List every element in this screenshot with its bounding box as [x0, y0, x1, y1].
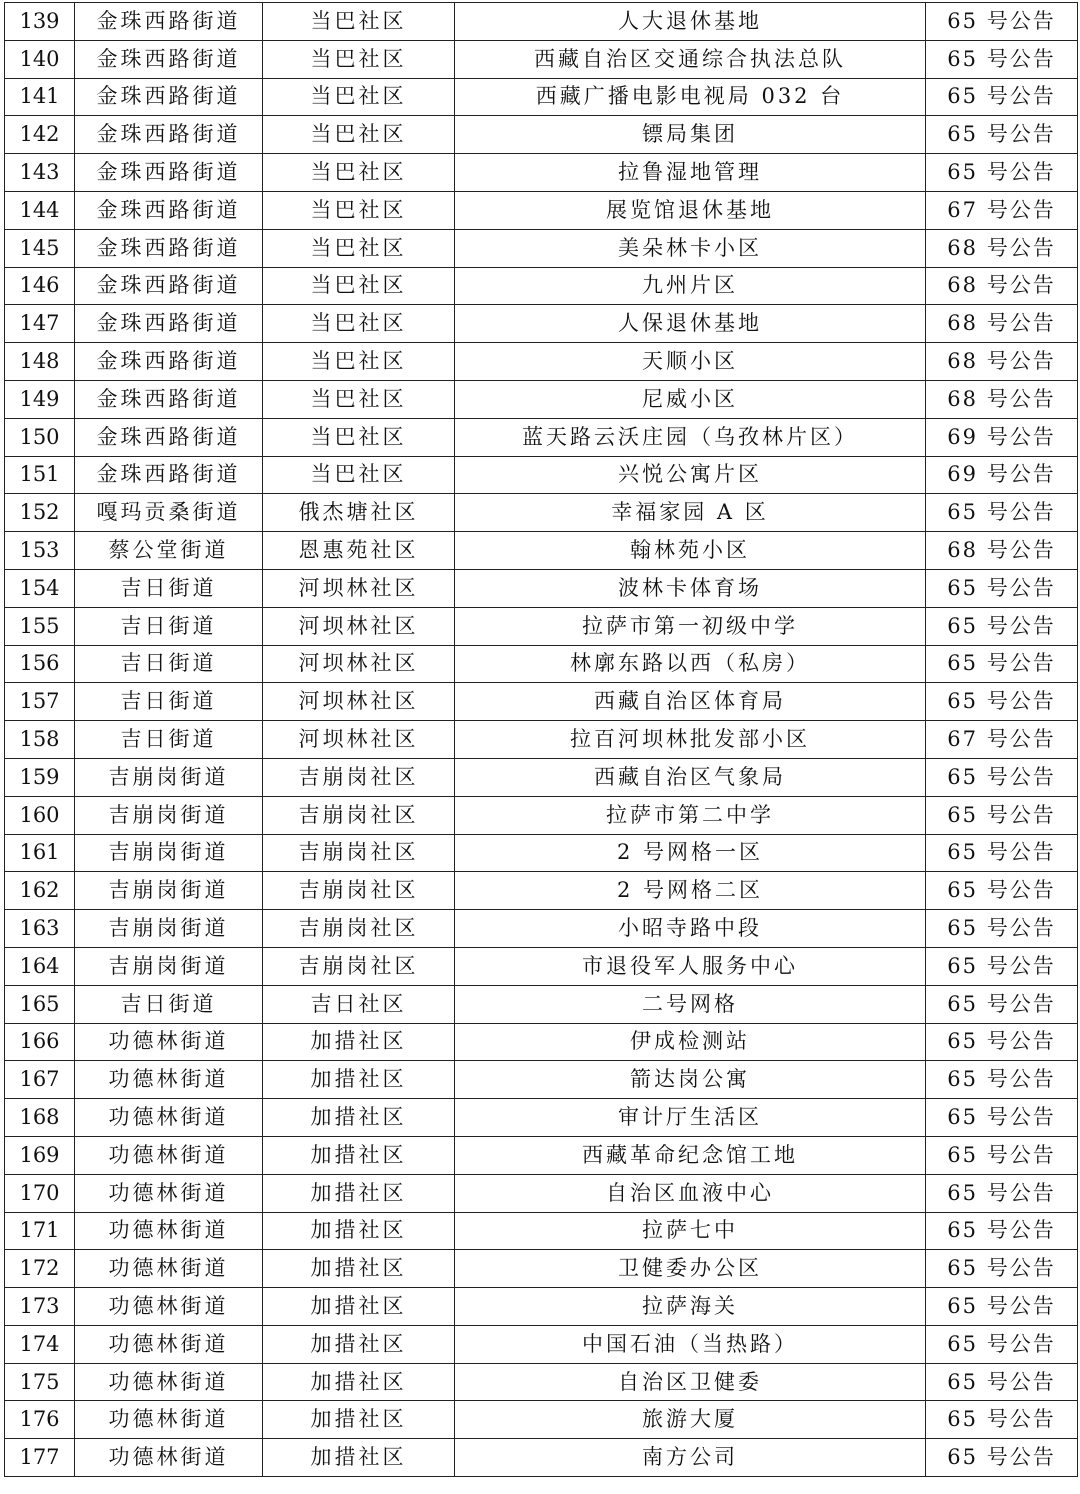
- location-cell: 幸福家园 A 区: [455, 494, 926, 532]
- row-number-cell: 140: [5, 40, 75, 78]
- row-number-cell: 165: [5, 985, 75, 1023]
- table-row: [5, 494, 1078, 532]
- location-cell: 拉鲁湿地管理: [455, 154, 926, 192]
- street-cell: 吉日街道: [75, 683, 263, 721]
- location-cell: 拉百河坝林批发部小区: [455, 721, 926, 759]
- row-number-cell: 139: [5, 3, 75, 41]
- row-number-cell: 175: [5, 1363, 75, 1401]
- location-cell: 林廓东路以西（私房）: [455, 645, 926, 683]
- table-row: [5, 947, 1078, 985]
- community-cell: 当巴社区: [263, 305, 455, 343]
- community-cell: 河坝林社区: [263, 645, 455, 683]
- row-number-cell: 169: [5, 1136, 75, 1174]
- table-row: [5, 910, 1078, 948]
- location-cell: 自治区卫健委: [455, 1363, 926, 1401]
- community-cell: 当巴社区: [263, 229, 455, 267]
- community-cell: 加措社区: [263, 1288, 455, 1326]
- community-cell: 当巴社区: [263, 3, 455, 41]
- row-number-cell: 163: [5, 910, 75, 948]
- table-row: [5, 872, 1078, 910]
- notice-cell: 65 号公告: [926, 947, 1078, 985]
- table-row: [5, 40, 1078, 78]
- street-cell: 金珠西路街道: [75, 3, 263, 41]
- street-cell: 吉崩岗街道: [75, 947, 263, 985]
- location-cell: 卫健委办公区: [455, 1250, 926, 1288]
- street-cell: 功德林街道: [75, 1136, 263, 1174]
- location-cell: 伊成检测站: [455, 1023, 926, 1061]
- notice-cell: 65 号公告: [926, 1325, 1078, 1363]
- location-cell: 二号网格: [455, 985, 926, 1023]
- table-body: [5, 3, 1078, 1477]
- table-row: [5, 191, 1078, 229]
- notice-cell: 68 号公告: [926, 305, 1078, 343]
- row-number-cell: 144: [5, 191, 75, 229]
- table-row: [5, 305, 1078, 343]
- street-cell: 吉崩岗街道: [75, 758, 263, 796]
- notice-cell: 69 号公告: [926, 418, 1078, 456]
- notice-cell: 65 号公告: [926, 1061, 1078, 1099]
- street-cell: 功德林街道: [75, 1288, 263, 1326]
- row-number-cell: 177: [5, 1439, 75, 1477]
- community-cell: 加措社区: [263, 1174, 455, 1212]
- row-number-cell: 142: [5, 116, 75, 154]
- row-number-cell: 147: [5, 305, 75, 343]
- location-cell: 人保退休基地: [455, 305, 926, 343]
- table-row: [5, 1439, 1078, 1477]
- street-cell: 金珠西路街道: [75, 229, 263, 267]
- community-cell: 吉崩岗社区: [263, 947, 455, 985]
- community-cell: 当巴社区: [263, 267, 455, 305]
- row-number-cell: 143: [5, 154, 75, 192]
- notice-cell: 65 号公告: [926, 1439, 1078, 1477]
- notice-cell: 65 号公告: [926, 1099, 1078, 1137]
- notice-cell: 65 号公告: [926, 1136, 1078, 1174]
- table-row: [5, 343, 1078, 381]
- notice-cell: 65 号公告: [926, 1401, 1078, 1439]
- row-number-cell: 148: [5, 343, 75, 381]
- community-cell: 当巴社区: [263, 78, 455, 116]
- community-cell: 河坝林社区: [263, 721, 455, 759]
- location-cell: 波林卡体育场: [455, 569, 926, 607]
- notice-cell: 68 号公告: [926, 267, 1078, 305]
- row-number-cell: 156: [5, 645, 75, 683]
- row-number-cell: 145: [5, 229, 75, 267]
- row-number-cell: 161: [5, 834, 75, 872]
- row-number-cell: 155: [5, 607, 75, 645]
- row-number-cell: 157: [5, 683, 75, 721]
- community-cell: 吉崩岗社区: [263, 796, 455, 834]
- location-cell: 2 号网格一区: [455, 834, 926, 872]
- location-cell: 拉萨七中: [455, 1212, 926, 1250]
- notice-cell: 65 号公告: [926, 3, 1078, 41]
- table-row: [5, 1061, 1078, 1099]
- notice-cell: 65 号公告: [926, 1212, 1078, 1250]
- street-cell: 吉日街道: [75, 985, 263, 1023]
- notice-cell: 65 号公告: [926, 1023, 1078, 1061]
- table-row: [5, 1023, 1078, 1061]
- street-cell: 吉崩岗街道: [75, 910, 263, 948]
- community-cell: 吉日社区: [263, 985, 455, 1023]
- community-cell: 河坝林社区: [263, 607, 455, 645]
- street-cell: 功德林街道: [75, 1061, 263, 1099]
- community-cell: 加措社区: [263, 1212, 455, 1250]
- row-number-cell: 151: [5, 456, 75, 494]
- street-cell: 功德林街道: [75, 1212, 263, 1250]
- street-cell: 吉日街道: [75, 645, 263, 683]
- table-row: [5, 78, 1078, 116]
- row-number-cell: 150: [5, 418, 75, 456]
- street-cell: 功德林街道: [75, 1439, 263, 1477]
- location-cell: 兴悦公寓片区: [455, 456, 926, 494]
- location-cell: 西藏自治区交通综合执法总队: [455, 40, 926, 78]
- table-row: [5, 1288, 1078, 1326]
- community-cell: 河坝林社区: [263, 683, 455, 721]
- location-cell: 2 号网格二区: [455, 872, 926, 910]
- row-number-cell: 173: [5, 1288, 75, 1326]
- street-cell: 吉崩岗街道: [75, 796, 263, 834]
- row-number-cell: 170: [5, 1174, 75, 1212]
- location-cell: 自治区血液中心: [455, 1174, 926, 1212]
- table-row: [5, 456, 1078, 494]
- table-row: [5, 3, 1078, 41]
- location-cell: 蓝天路云沃庄园（乌孜林片区）: [455, 418, 926, 456]
- community-cell: 俄杰塘社区: [263, 494, 455, 532]
- location-cell: 人大退休基地: [455, 3, 926, 41]
- table-row: [5, 569, 1078, 607]
- street-cell: 金珠西路街道: [75, 116, 263, 154]
- street-cell: 金珠西路街道: [75, 343, 263, 381]
- notice-cell: 65 号公告: [926, 78, 1078, 116]
- table-row: [5, 1136, 1078, 1174]
- row-number-cell: 160: [5, 796, 75, 834]
- location-cell: 拉萨海关: [455, 1288, 926, 1326]
- notice-cell: 65 号公告: [926, 758, 1078, 796]
- street-cell: 吉日街道: [75, 607, 263, 645]
- location-cell: 旅游大厦: [455, 1401, 926, 1439]
- notice-cell: 65 号公告: [926, 569, 1078, 607]
- community-cell: 当巴社区: [263, 191, 455, 229]
- table-row: [5, 532, 1078, 570]
- location-cell: 小昭寺路中段: [455, 910, 926, 948]
- community-cell: 吉崩岗社区: [263, 910, 455, 948]
- street-cell: 功德林街道: [75, 1174, 263, 1212]
- street-cell: 金珠西路街道: [75, 78, 263, 116]
- street-cell: 金珠西路街道: [75, 418, 263, 456]
- notice-cell: 65 号公告: [926, 1288, 1078, 1326]
- notice-cell: 65 号公告: [926, 645, 1078, 683]
- community-cell: 吉崩岗社区: [263, 872, 455, 910]
- notice-cell: 65 号公告: [926, 494, 1078, 532]
- street-cell: 嘎玛贡桑街道: [75, 494, 263, 532]
- street-cell: 金珠西路街道: [75, 456, 263, 494]
- location-cell: 美朵林卡小区: [455, 229, 926, 267]
- location-cell: 天顺小区: [455, 343, 926, 381]
- notice-cell: 65 号公告: [926, 796, 1078, 834]
- street-cell: 金珠西路街道: [75, 191, 263, 229]
- table-row: [5, 607, 1078, 645]
- community-cell: 恩惠苑社区: [263, 532, 455, 570]
- table-row: [5, 380, 1078, 418]
- table-row: [5, 645, 1078, 683]
- table-row: [5, 116, 1078, 154]
- notice-cell: 67 号公告: [926, 721, 1078, 759]
- street-cell: 功德林街道: [75, 1099, 263, 1137]
- table-row: [5, 985, 1078, 1023]
- row-number-cell: 162: [5, 872, 75, 910]
- location-cell: 展览馆退休基地: [455, 191, 926, 229]
- street-cell: 功德林街道: [75, 1401, 263, 1439]
- row-number-cell: 171: [5, 1212, 75, 1250]
- street-cell: 金珠西路街道: [75, 305, 263, 343]
- street-cell: 功德林街道: [75, 1250, 263, 1288]
- community-cell: 当巴社区: [263, 456, 455, 494]
- notice-cell: 65 号公告: [926, 872, 1078, 910]
- table-row: [5, 1401, 1078, 1439]
- location-cell: 箭达岗公寓: [455, 1061, 926, 1099]
- notice-cell: 65 号公告: [926, 1250, 1078, 1288]
- location-cell: 拉萨市第一初级中学: [455, 607, 926, 645]
- table-row: [5, 267, 1078, 305]
- community-cell: 当巴社区: [263, 154, 455, 192]
- table-row: [5, 683, 1078, 721]
- community-cell: 吉崩岗社区: [263, 834, 455, 872]
- street-cell: 吉日街道: [75, 721, 263, 759]
- row-number-cell: 167: [5, 1061, 75, 1099]
- community-cell: 当巴社区: [263, 380, 455, 418]
- community-cell: 当巴社区: [263, 116, 455, 154]
- row-number-cell: 158: [5, 721, 75, 759]
- row-number-cell: 159: [5, 758, 75, 796]
- notice-cell: 65 号公告: [926, 1174, 1078, 1212]
- row-number-cell: 164: [5, 947, 75, 985]
- community-cell: 加措社区: [263, 1401, 455, 1439]
- notice-cell: 65 号公告: [926, 683, 1078, 721]
- table-row: [5, 1363, 1078, 1401]
- community-cell: 加措社区: [263, 1136, 455, 1174]
- notice-cell: 68 号公告: [926, 343, 1078, 381]
- street-cell: 吉崩岗街道: [75, 834, 263, 872]
- table-row: [5, 1250, 1078, 1288]
- notice-cell: 65 号公告: [926, 116, 1078, 154]
- location-cell: 审计厅生活区: [455, 1099, 926, 1137]
- community-cell: 加措社区: [263, 1099, 455, 1137]
- table-row: [5, 721, 1078, 759]
- location-cell: 尼威小区: [455, 380, 926, 418]
- table-row: [5, 758, 1078, 796]
- community-cell: 加措社区: [263, 1250, 455, 1288]
- notice-cell: 67 号公告: [926, 191, 1078, 229]
- notice-cell: 65 号公告: [926, 40, 1078, 78]
- table-row: [5, 418, 1078, 456]
- table-row: [5, 1212, 1078, 1250]
- street-cell: 功德林街道: [75, 1363, 263, 1401]
- notice-cell: 65 号公告: [926, 834, 1078, 872]
- row-number-cell: 168: [5, 1099, 75, 1137]
- location-cell: 西藏广播电影电视局 032 台: [455, 78, 926, 116]
- notice-cell: 65 号公告: [926, 154, 1078, 192]
- street-cell: 蔡公堂街道: [75, 532, 263, 570]
- street-cell: 金珠西路街道: [75, 154, 263, 192]
- street-cell: 金珠西路街道: [75, 267, 263, 305]
- notice-cell: 65 号公告: [926, 985, 1078, 1023]
- community-cell: 当巴社区: [263, 40, 455, 78]
- table-row: [5, 1174, 1078, 1212]
- community-cell: 加措社区: [263, 1023, 455, 1061]
- row-number-cell: 152: [5, 494, 75, 532]
- table-row: [5, 154, 1078, 192]
- street-cell: 金珠西路街道: [75, 380, 263, 418]
- row-number-cell: 141: [5, 78, 75, 116]
- location-cell: 中国石油（当热路）: [455, 1325, 926, 1363]
- community-cell: 当巴社区: [263, 343, 455, 381]
- location-cell: 九州片区: [455, 267, 926, 305]
- location-cell: 镖局集团: [455, 116, 926, 154]
- notice-cell: 65 号公告: [926, 910, 1078, 948]
- street-cell: 功德林街道: [75, 1023, 263, 1061]
- notice-cell: 69 号公告: [926, 456, 1078, 494]
- notice-cell: 65 号公告: [926, 607, 1078, 645]
- row-number-cell: 176: [5, 1401, 75, 1439]
- table-row: [5, 229, 1078, 267]
- community-cell: 当巴社区: [263, 418, 455, 456]
- street-cell: 金珠西路街道: [75, 40, 263, 78]
- location-cell: 翰林苑小区: [455, 532, 926, 570]
- table-row: [5, 796, 1078, 834]
- notice-cell: 68 号公告: [926, 229, 1078, 267]
- row-number-cell: 154: [5, 569, 75, 607]
- community-cell: 加措社区: [263, 1363, 455, 1401]
- street-cell: 功德林街道: [75, 1325, 263, 1363]
- area-list-table: [4, 2, 1078, 1477]
- community-cell: 河坝林社区: [263, 569, 455, 607]
- row-number-cell: 146: [5, 267, 75, 305]
- location-cell: 西藏自治区体育局: [455, 683, 926, 721]
- location-cell: 西藏革命纪念馆工地: [455, 1136, 926, 1174]
- location-cell: 南方公司: [455, 1439, 926, 1477]
- community-cell: 加措社区: [263, 1325, 455, 1363]
- row-number-cell: 172: [5, 1250, 75, 1288]
- location-cell: 市退役军人服务中心: [455, 947, 926, 985]
- table-row: [5, 1099, 1078, 1137]
- row-number-cell: 166: [5, 1023, 75, 1061]
- row-number-cell: 149: [5, 380, 75, 418]
- community-cell: 吉崩岗社区: [263, 758, 455, 796]
- row-number-cell: 153: [5, 532, 75, 570]
- notice-cell: 68 号公告: [926, 380, 1078, 418]
- street-cell: 吉崩岗街道: [75, 872, 263, 910]
- community-cell: 加措社区: [263, 1061, 455, 1099]
- notice-cell: 68 号公告: [926, 532, 1078, 570]
- table-row: [5, 834, 1078, 872]
- table-row: [5, 1325, 1078, 1363]
- community-cell: 加措社区: [263, 1439, 455, 1477]
- location-cell: 拉萨市第二中学: [455, 796, 926, 834]
- row-number-cell: 174: [5, 1325, 75, 1363]
- notice-cell: 65 号公告: [926, 1363, 1078, 1401]
- street-cell: 吉日街道: [75, 569, 263, 607]
- location-cell: 西藏自治区气象局: [455, 758, 926, 796]
